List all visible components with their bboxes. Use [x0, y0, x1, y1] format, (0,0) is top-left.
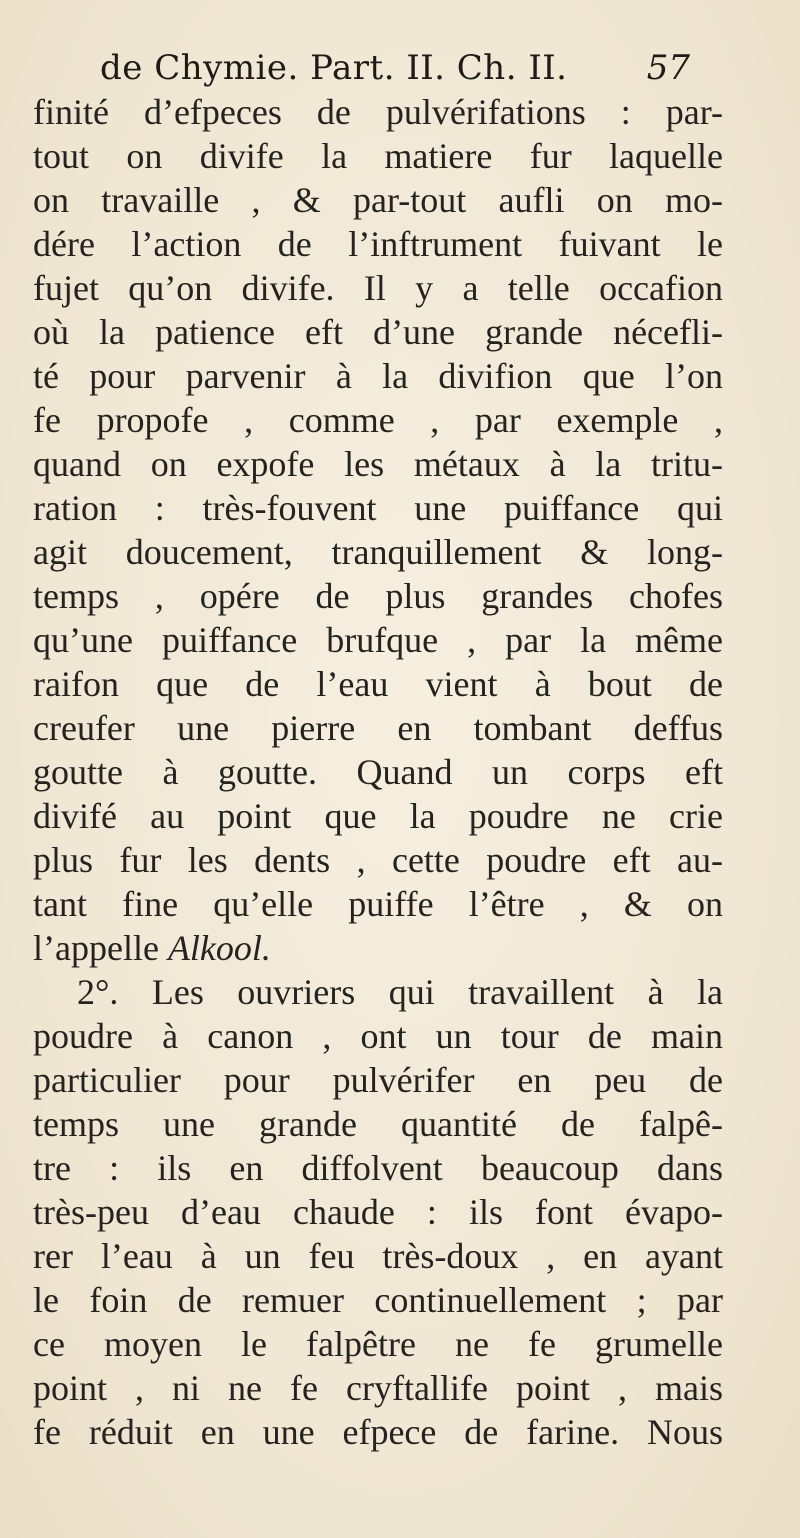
- text-line: goutte à goutte. Quand un corps eft: [33, 752, 723, 792]
- body-text: [33, 90, 723, 1454]
- text-fragment: l’appelle: [33, 928, 168, 968]
- text-line: poudre à canon , ont un tour de main: [33, 1016, 723, 1056]
- text-line: fujet qu’on divife. Il y a telle occafion: [33, 268, 723, 308]
- text-line: dére l’action de l’inftrument fuivant le: [33, 224, 723, 264]
- text-line: rer l’eau à un feu très-doux , en ayant: [33, 1236, 723, 1276]
- text-line: le foin de remuer continuellement ; par: [33, 1280, 723, 1320]
- running-head: [100, 46, 690, 90]
- text-line: où la patience eft d’une grande nécefli-: [33, 312, 723, 352]
- text-line: ration : très-fouvent une puiffance qui: [33, 488, 723, 528]
- text-line: particulier pour pulvérifer en peu de: [33, 1060, 723, 1100]
- paragraph-start-line: 2°. Les ouvriers qui travaillent à la: [77, 972, 723, 1012]
- text-line: tout on divife la matiere fur laquelle: [33, 136, 723, 176]
- text-line: fe réduit en une efpece de farine. Nous: [33, 1412, 723, 1452]
- text-line: quand on expofe les métaux à la tritu-: [33, 444, 723, 484]
- text-line: divifé au point que la poudre ne crie: [33, 796, 723, 836]
- text-line: on travaille , & par-tout aufli on mo-: [33, 180, 723, 220]
- text-line: finité d’efpeces de pulvérifations : par-: [33, 92, 723, 132]
- text-line: très-peu d’eau chaude : ils font évapo-: [33, 1192, 723, 1232]
- text-line: ce moyen le falpêtre ne fe grumelle: [33, 1324, 723, 1364]
- text-line: qu’une puiffance brufque , par la même: [33, 620, 723, 660]
- text-line: temps , opére de plus grandes chofes: [33, 576, 723, 616]
- italic-term: Alkool.: [167, 928, 271, 968]
- text-line: té pour parvenir à la divifion que l’on: [33, 356, 723, 396]
- text-line: creufer une pierre en tombant deffus: [33, 708, 723, 748]
- text-line: temps une grande quantité de falpê-: [33, 1104, 723, 1144]
- text-line: tant fine qu’elle puiffe l’être , & on: [33, 884, 723, 924]
- page-number: 57: [646, 48, 690, 88]
- text-line-alkool: [33, 926, 723, 970]
- running-head-title: de Chymie. Part. II. Ch. II.: [100, 48, 568, 88]
- text-line: plus fur les dents , cette poudre eft au-: [33, 840, 723, 880]
- text-line: tre : ils en diffolvent beaucoup dans: [33, 1148, 723, 1188]
- text-line: raifon que de l’eau vient à bout de: [33, 664, 723, 704]
- text-line: fe propofe , comme , par exemple ,: [33, 400, 723, 440]
- text-line: point , ni ne fe cryftallife point , mais: [33, 1368, 723, 1408]
- text-line: agit doucement, tranquillement & long-: [33, 532, 723, 572]
